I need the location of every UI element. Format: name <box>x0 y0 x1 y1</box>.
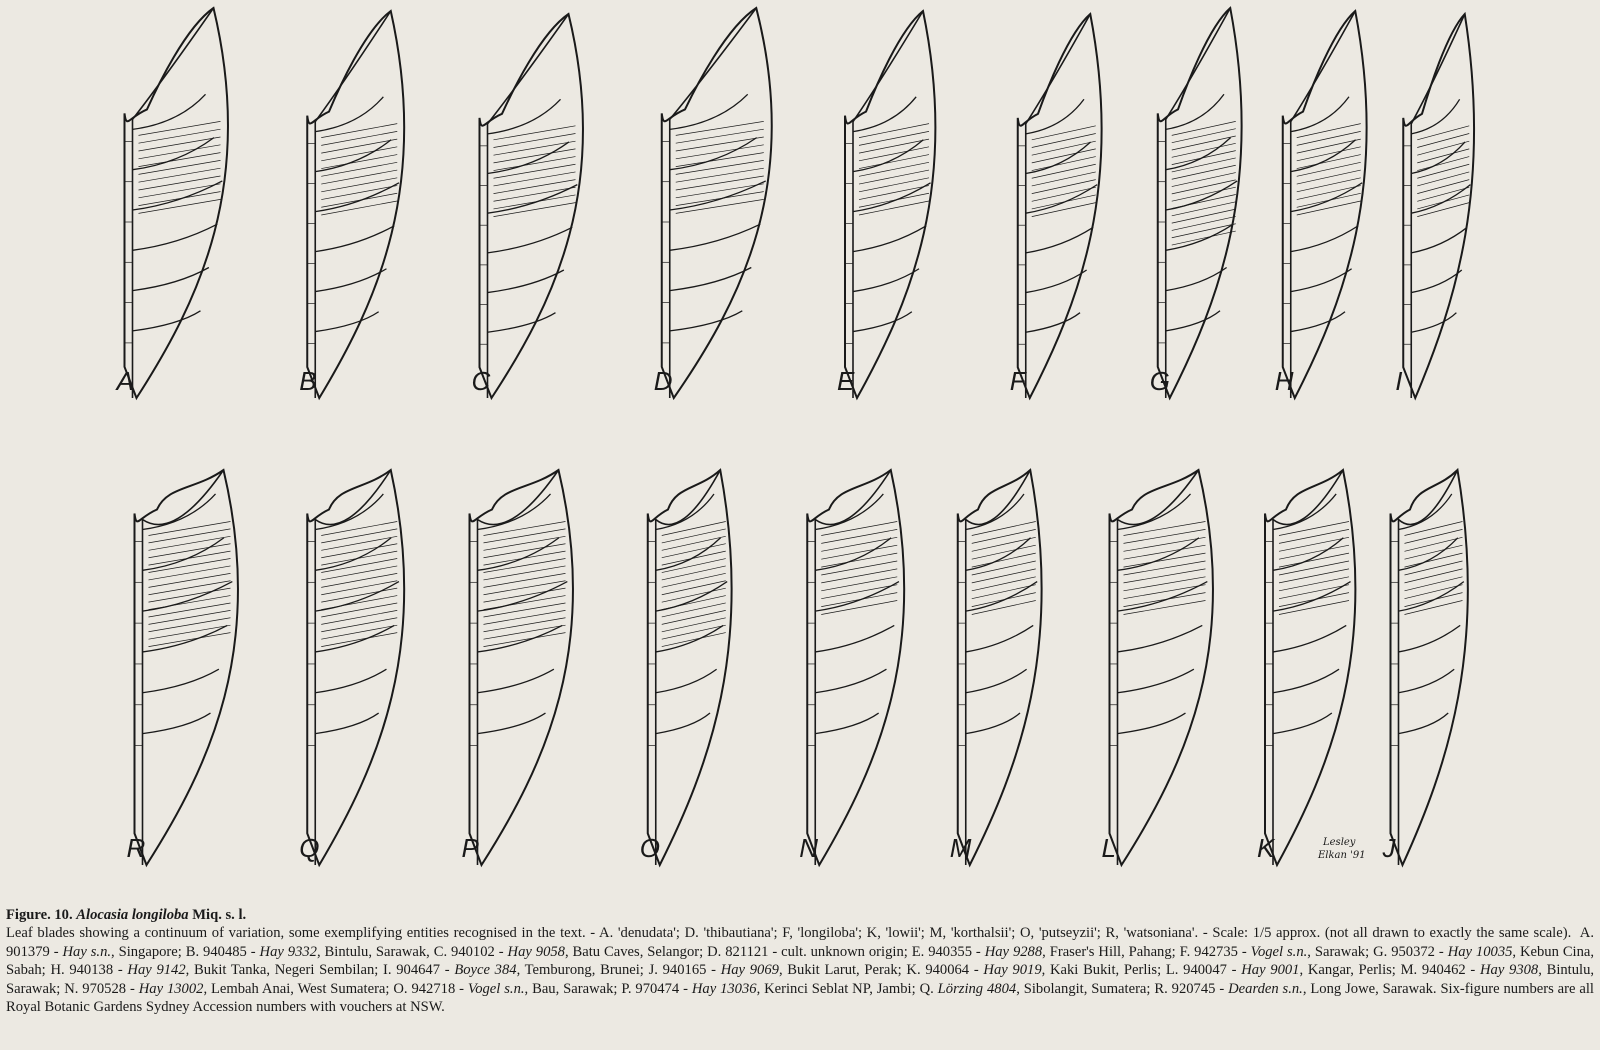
specimen-locality: , Bukit Larut, Perak; <box>778 962 907 979</box>
specimen-locality: , Kerinci Seblat NP, Jambi; <box>756 980 920 997</box>
leaf-primary-vein <box>1273 713 1332 734</box>
leaf-primary-vein <box>1026 185 1097 214</box>
leaf-primary-vein <box>478 713 546 734</box>
leaf-primary-vein <box>815 713 878 734</box>
specimen-accession: I. 904647 - <box>383 962 455 979</box>
leaf-primary-vein <box>315 226 394 252</box>
leaf-primary-vein <box>670 268 752 291</box>
leaf-blade-B <box>299 11 404 398</box>
leaf-label: B <box>299 366 317 396</box>
leaf-label: J <box>1382 833 1396 863</box>
leaf-primary-vein <box>315 625 394 652</box>
specimen-entry <box>393 981 621 997</box>
specimen-accession: D. 821121 - cult. unknown origin; <box>707 943 912 960</box>
specimen-accession: C. 940102 - <box>433 943 508 960</box>
leaf-midrib <box>1118 470 1199 865</box>
specimen-locality: , Bintulu, Sarawak; <box>6 962 1595 997</box>
leaf-label: M <box>949 833 972 863</box>
specimen-accession: P. 970474 - <box>621 980 692 997</box>
specimen-collector: Hay 9069 <box>720 962 779 979</box>
leaf-blade-N <box>799 470 904 865</box>
specimen-entry <box>912 944 1180 960</box>
leaf-primary-vein <box>815 582 899 612</box>
leaf-primary-vein <box>478 669 554 693</box>
species-authority: Miq. s. l. <box>192 907 247 923</box>
specimen-collector: Boyce 384 <box>454 962 517 979</box>
leaf-primary-vein <box>656 713 710 734</box>
specimen-entry <box>1166 962 1401 978</box>
leaf-primary-vein <box>670 311 743 331</box>
leaf-blade-G <box>1150 8 1242 398</box>
leaf-blade-I <box>1395 14 1474 398</box>
leaf-label: F <box>1009 366 1026 396</box>
leaf-primary-vein <box>1026 227 1093 253</box>
specimen-locality: , Bukit Tanka, Negeri Sembilan; <box>185 962 384 979</box>
leaf-midrib <box>478 470 559 865</box>
leaf-label: R <box>126 833 146 863</box>
leaf-primary-vein <box>143 669 219 693</box>
svg-text:Elkan '91: Elkan '91 <box>1318 850 1366 861</box>
leaf-blade-F <box>1010 14 1102 398</box>
leaf-blade-O <box>640 470 732 865</box>
specimen-collector: Hay 9332 <box>259 943 317 960</box>
specimen-locality: , Bau, Sarawak; <box>524 980 622 997</box>
leaf-label: I <box>1395 366 1403 396</box>
leaf-primary-vein <box>488 227 573 253</box>
leaf-blade-P <box>462 470 574 865</box>
specimen-collector: Dearden s.n. <box>1228 980 1303 997</box>
leaf-outline <box>1403 14 1474 398</box>
leaf-outline <box>662 8 772 398</box>
leaf-primary-vein <box>853 312 912 332</box>
specimen-collector: Hay 9308 <box>1480 962 1539 979</box>
leaf-primary-vein <box>966 625 1033 652</box>
leaf-blade-H <box>1275 11 1367 398</box>
specimen-entry <box>1180 944 1373 960</box>
leaf-primary-vein <box>315 183 399 212</box>
specimen-accession: M. 940462 - <box>1400 962 1480 979</box>
specimen-accession: E. 940355 - <box>911 943 985 960</box>
specimen-collector: Hay 10035 <box>1447 943 1513 960</box>
leaf-label: O <box>639 833 660 863</box>
leaf-primary-vein <box>133 181 223 210</box>
leaf-primary-vein <box>1026 270 1087 293</box>
caption-closing: Six-figure numbers are all Royal Botanic Gardens Sydney Accession numbers with vouchers at NSW. <box>6 980 1594 1016</box>
leaf-label: E <box>837 366 855 396</box>
specimen-locality: , Fraser's Hill, Pahang; <box>1042 943 1180 960</box>
specimen-collector: Hay s.n. <box>62 943 112 960</box>
specimen-entry <box>649 962 907 978</box>
specimen-locality: , Sibolangit, Sumatera; <box>1016 980 1155 997</box>
leaf-primary-vein <box>488 313 556 333</box>
leaf-primary-vein <box>1026 313 1080 333</box>
leaf-primary-vein <box>1399 582 1464 612</box>
specimen-collector: Hay 9019 <box>983 962 1042 979</box>
leaf-primary-vein <box>1291 312 1345 332</box>
leaf-blade-A <box>115 8 229 398</box>
specimen-collector: Hay 9001 <box>1241 962 1300 979</box>
leaf-primary-vein <box>133 268 209 291</box>
leaf-primary-vein <box>1291 183 1362 212</box>
leaf-primary-vein <box>1273 625 1346 652</box>
specimen-locality: , Singapore; <box>111 943 186 960</box>
leaf-blade-E <box>837 11 935 398</box>
specimen-collector: Hay 13036 <box>691 980 757 997</box>
caption-intro: Leaf blades showing a continuum of variation, some exemplifying entities recognised in the text. - A. 'denudata'; D. 'thibautiana'; F, 'longiloba'; K, 'lowii'; M, 'korthalsii'; O, 'putseyzii'; R, 'watsoniana'. - Scale: 1/5 approx. (not all drawn to exactly the same scale). <box>6 925 1572 942</box>
leaf-primary-vein <box>133 311 201 331</box>
leaf-outline <box>307 11 404 398</box>
leaf-primary-vein <box>1399 669 1455 693</box>
leaf-blade-D <box>654 8 772 398</box>
caption-body <box>6 924 1594 1016</box>
leaf-label: P <box>461 833 479 863</box>
leaf-midrib <box>815 470 891 865</box>
specimen-accession: A. 901379 - <box>6 925 1594 960</box>
specimen-entry <box>906 962 1165 978</box>
artist-signature <box>1317 837 1366 861</box>
specimen-accession: O. 942718 - <box>393 980 468 997</box>
leaf-label: H <box>1274 366 1294 396</box>
leaf-midrib <box>1273 470 1343 865</box>
leaf-blade-Q <box>299 470 404 865</box>
specimen-accession: G. 950372 - <box>1373 943 1448 960</box>
specimen-locality: , Kangar, Perlis; <box>1299 962 1401 979</box>
leaf-primary-vein <box>1273 669 1339 693</box>
leaf-label: K <box>1257 833 1275 863</box>
leaf-blade-J <box>1382 470 1468 865</box>
specimen-collector: Vogel s.n. <box>467 980 525 997</box>
leaf-primary-vein <box>1166 224 1233 250</box>
specimen-locality: , Batu Caves, Selangor; <box>564 943 708 960</box>
leaf-primary-vein <box>656 625 723 652</box>
specimen-accession: N. 970528 - <box>64 980 139 997</box>
specimen-accession: K. 940064 - <box>906 962 984 979</box>
specimen-entry <box>621 981 919 997</box>
figure-label: Figure. 10. <box>6 907 73 923</box>
leaf-primary-vein <box>670 181 766 210</box>
specimen-locality: , Sarawak; <box>1307 943 1374 960</box>
species-name: Alocasia longiloba <box>76 907 189 923</box>
leaf-midrib <box>143 470 224 865</box>
specimen-collector: Hay 13002 <box>138 980 204 997</box>
leaf-label: D <box>653 366 673 396</box>
specimen-entry <box>920 981 1155 997</box>
leaf-blade-L <box>1102 470 1214 865</box>
leaf-primary-vein <box>815 625 894 652</box>
leaf-primary-vein <box>315 669 386 693</box>
leaf-label: A <box>116 366 134 396</box>
leaf-primary-vein <box>1291 226 1358 252</box>
specimen-entry <box>383 962 649 978</box>
specimen-collector: Hay 9142 <box>127 962 186 979</box>
leaf-primary-vein <box>815 669 886 693</box>
leaf-outline <box>480 14 584 398</box>
specimen-accession: H. 940138 - <box>50 962 128 979</box>
specimen-collector: Vogel s.n. <box>1250 943 1308 960</box>
svg-text:Lesley: Lesley <box>1323 837 1356 848</box>
leaf-primary-vein <box>133 224 218 250</box>
specimen-entry <box>64 981 393 997</box>
leaf-outline <box>845 11 935 398</box>
leaf-blade-R <box>127 470 239 865</box>
leaf-primary-vein <box>853 183 931 212</box>
specimen-entry <box>50 962 383 978</box>
leaf-primary-vein <box>488 270 564 293</box>
specimen-accession: L. 940047 - <box>1165 962 1242 979</box>
leaf-primary-vein <box>1411 313 1456 333</box>
leaf-primary-vein <box>1118 582 1208 612</box>
leaf-primary-vein <box>315 312 378 332</box>
specimen-entry <box>707 944 912 960</box>
specimen-locality: , Kaki Bukit, Perlis; <box>1041 962 1166 979</box>
specimen-collector: Hay 9058 <box>507 943 565 960</box>
leaf-primary-vein <box>143 625 228 652</box>
leaf-primary-vein <box>853 269 919 292</box>
leaf-primary-vein <box>670 224 761 250</box>
specimen-collector: Hay 9288 <box>984 943 1043 960</box>
leaf-primary-vein <box>966 713 1020 734</box>
leaf-primary-vein <box>1118 669 1194 693</box>
specimen-entry <box>186 944 434 960</box>
specimen-accession: B. 940485 - <box>185 943 260 960</box>
leaf-outline <box>125 8 229 398</box>
leaf-label: Q <box>299 833 320 863</box>
leaf-primary-vein <box>966 669 1027 693</box>
leaf-primary-vein <box>1118 713 1186 734</box>
leaf-blade-M <box>950 470 1042 865</box>
leaf-midrib <box>315 470 391 865</box>
leaf-label: N <box>799 833 819 863</box>
leaf-outline <box>1018 14 1102 398</box>
leaf-primary-vein <box>1399 713 1449 734</box>
leaf-label: G <box>1149 366 1170 396</box>
specimen-locality: , Kebun Cina, Sabah; <box>6 943 1595 979</box>
specimen-accession: Q. <box>919 980 938 997</box>
leaf-primary-vein <box>1273 582 1351 612</box>
leaf-outline <box>1283 11 1367 398</box>
leaf-label: L <box>1101 833 1116 863</box>
leaf-primary-vein <box>1399 625 1461 652</box>
specimen-accession: R. 920745 - <box>1154 980 1229 997</box>
leaf-primary-vein <box>966 582 1037 612</box>
leaf-blade-C <box>472 14 584 398</box>
leaf-primary-vein <box>656 669 717 693</box>
leaf-primary-vein <box>1118 625 1203 652</box>
specimen-entry <box>1154 981 1440 997</box>
specimen-locality: , Temburong, Brunei; <box>516 962 649 979</box>
leaf-label: C <box>471 366 491 396</box>
leaf-primary-vein <box>1411 227 1467 253</box>
specimen-locality: , Bintulu, Sarawak, <box>316 943 434 960</box>
specimen-locality: , Long Jowe, Sarawak. <box>1302 980 1441 997</box>
specimen-entry <box>434 944 707 960</box>
figure-caption <box>6 906 1594 1016</box>
specimen-collector: Lörzing 4804 <box>937 980 1017 997</box>
leaf-primary-vein <box>1411 185 1470 214</box>
leaf-primary-vein <box>1166 311 1220 331</box>
leaf-primary-vein <box>478 625 563 652</box>
leaf-primary-vein <box>315 269 386 292</box>
leaf-primary-vein <box>315 713 378 734</box>
leaf-blade-K <box>1257 470 1355 865</box>
leaf-primary-vein <box>853 226 926 252</box>
specimen-accession: J. 940165 - <box>648 962 721 979</box>
leaf-primary-vein <box>143 713 211 734</box>
specimen-accession: F. 942735 - <box>1179 943 1251 960</box>
caption-title-line <box>6 906 1594 924</box>
specimen-locality: , Lembah Anai, West Sumatera; <box>203 980 394 997</box>
